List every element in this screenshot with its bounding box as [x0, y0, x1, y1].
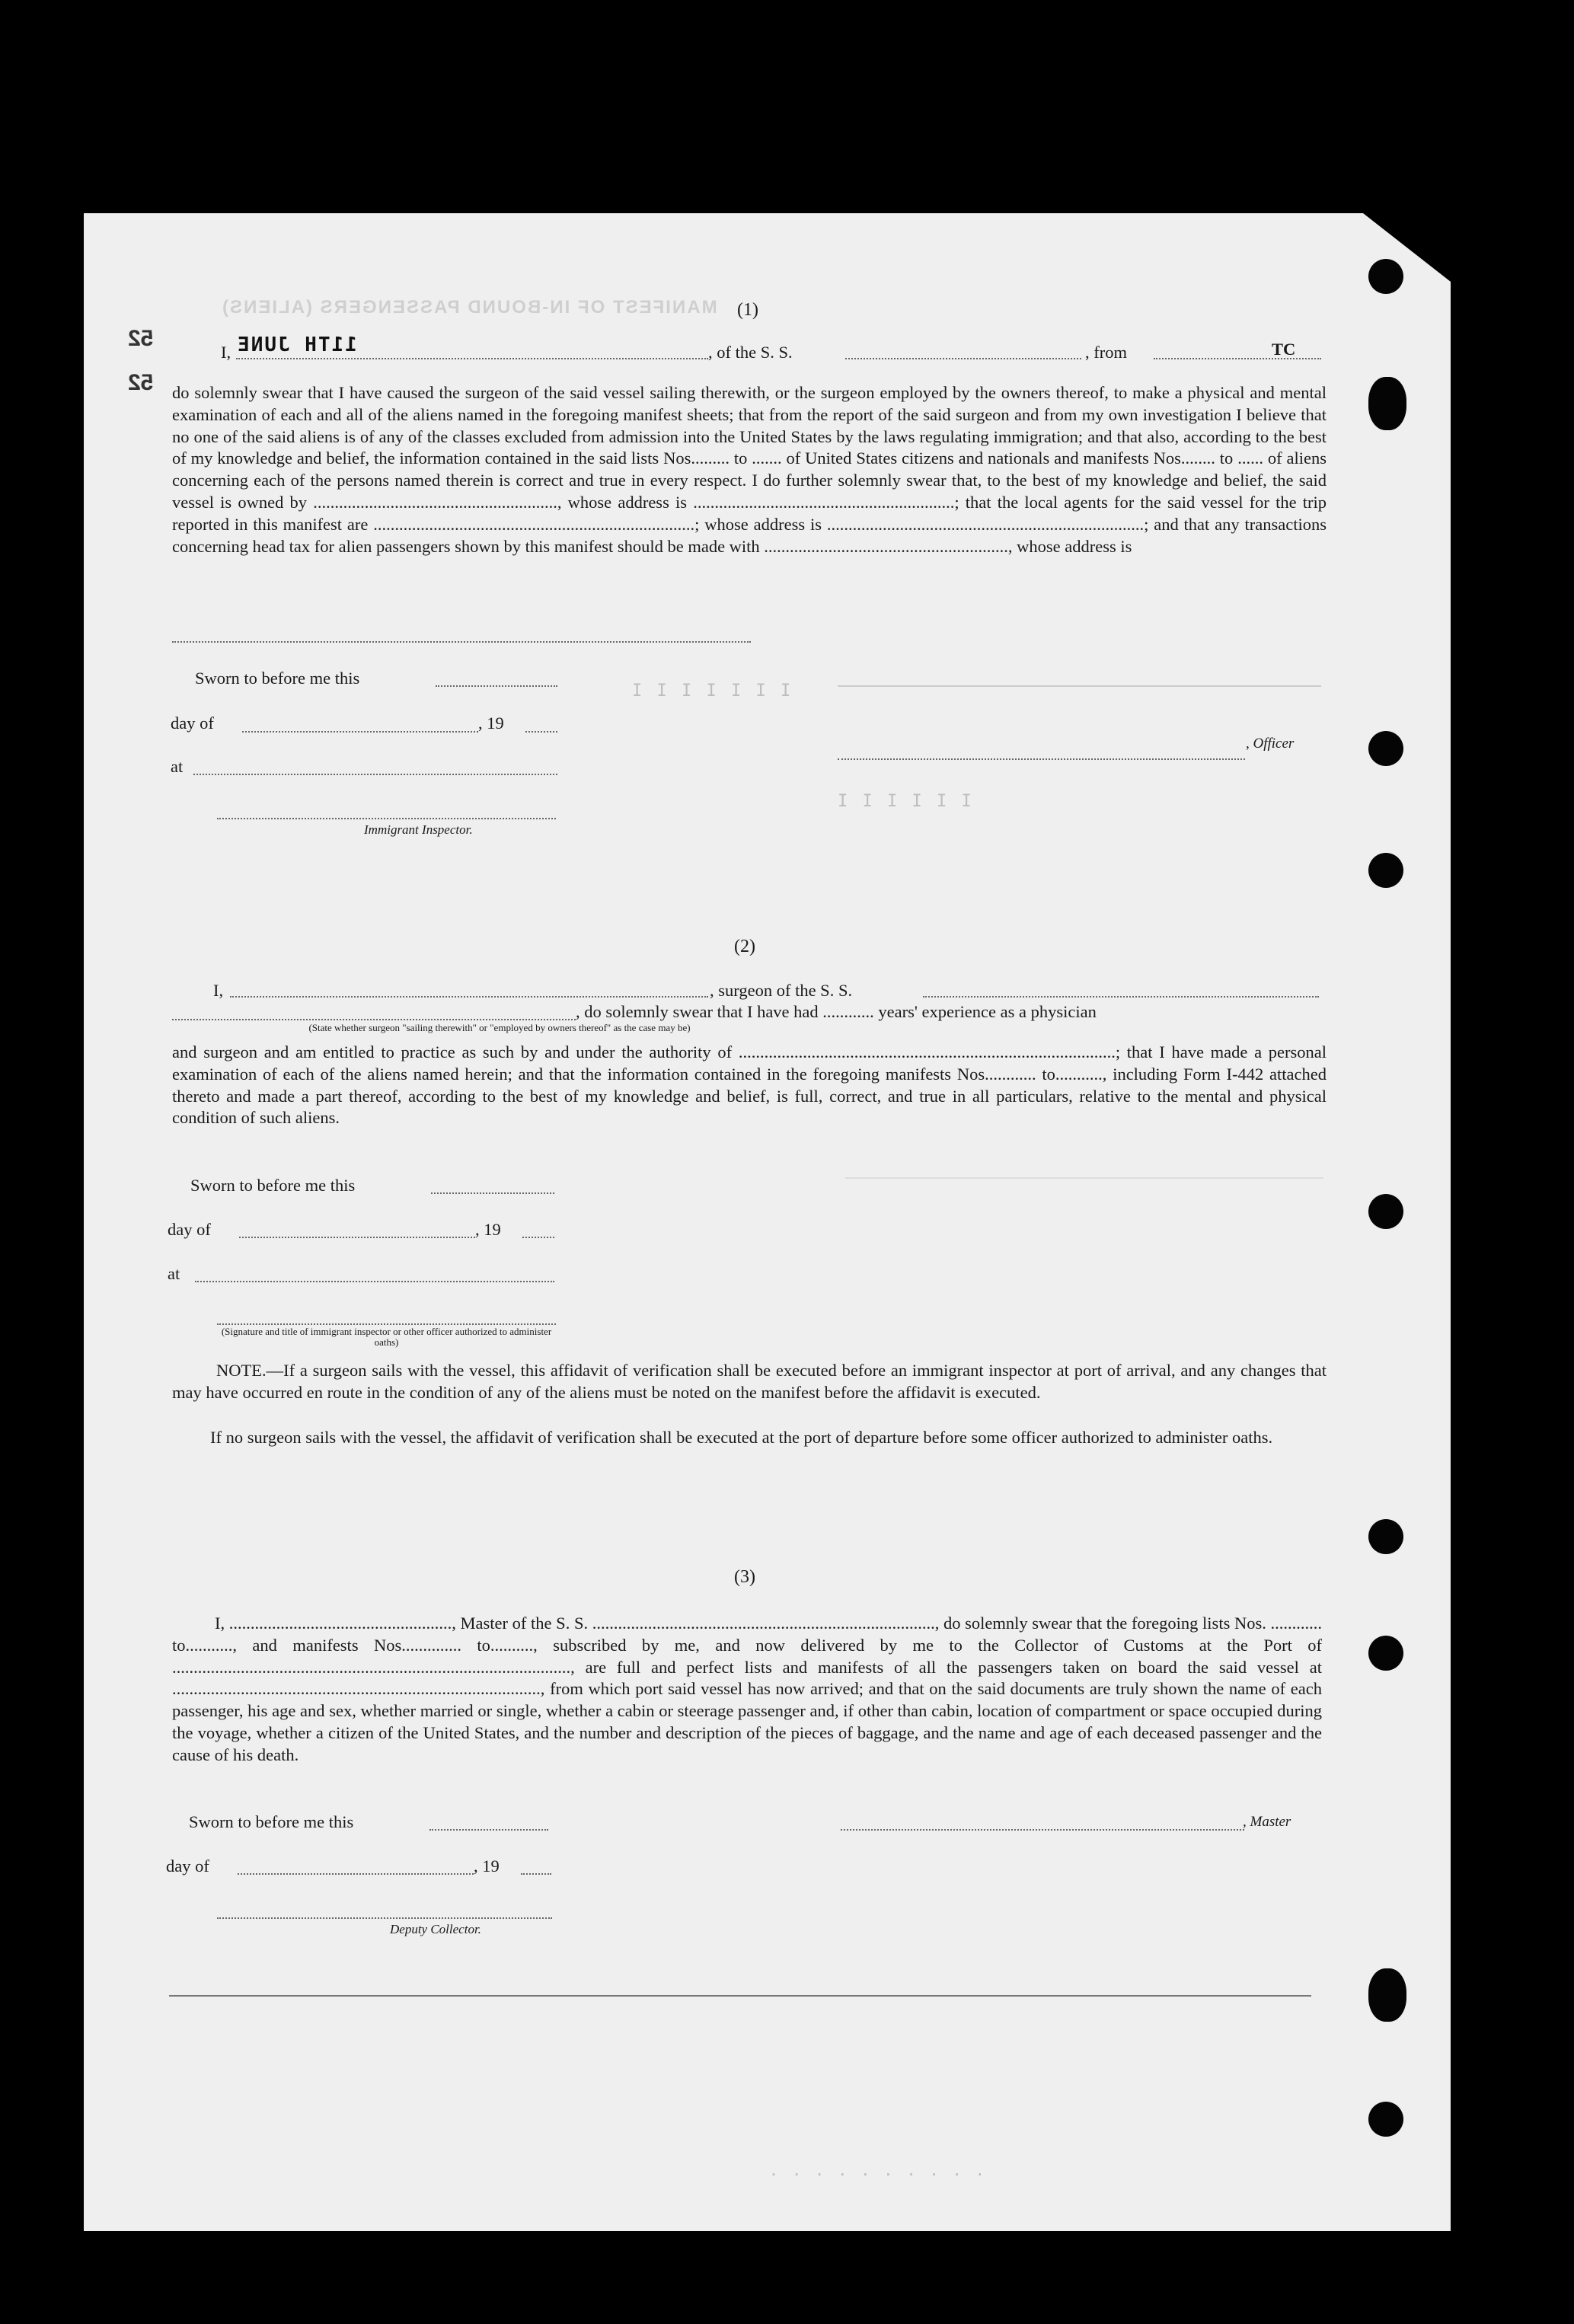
surgeon-signature-field[interactable] [845, 1177, 1323, 1179]
master-label: , Master [1243, 1814, 1291, 1830]
at-label-1: at [171, 757, 184, 776]
punch-hole [1368, 853, 1403, 888]
sworn-day-field-3[interactable] [429, 1829, 548, 1831]
year-label-3: , 19 [474, 1856, 500, 1875]
bleed-through-text: I I I I I I [838, 792, 974, 811]
punch-hole [1368, 259, 1403, 294]
signature-field-1a[interactable] [838, 685, 1321, 687]
bottom-rule [169, 1995, 1311, 1997]
head-tax-address-field[interactable] [172, 641, 751, 643]
oath-i-label-2: I, [213, 981, 224, 1000]
punch-hole [1368, 2102, 1403, 2137]
surgeon-type-field[interactable] [172, 1019, 576, 1020]
from-port-field[interactable] [1154, 358, 1321, 359]
punch-hole [1368, 1194, 1403, 1229]
surgeon-note: NOTE.—If a surgeon sails with the vessel, this affidavit of verification shall be executed before an immigrant inspector at port of arrival, and any changes that may have occurred en route in the condition of any of the aliens must be noted on the manifest before the affidavit is executed. [172, 1361, 1327, 1402]
deputy-collector-label: Deputy Collector. [390, 1922, 481, 1936]
deputy-collector-signature-field[interactable] [217, 1917, 552, 1919]
from-port-value: TC [1272, 340, 1296, 359]
month-field-1[interactable] [242, 731, 478, 733]
of-the-ss-label: , of the S. S. [708, 343, 793, 362]
margin-number-top: 52 [128, 326, 154, 351]
sworn-label-1: Sworn to before me this [195, 669, 360, 688]
year-field-3[interactable] [521, 1873, 551, 1875]
year-field-1[interactable] [525, 731, 557, 733]
section-1-title: (1) [737, 300, 758, 320]
punch-hole [1368, 1968, 1406, 2022]
bleed-through-footer: . . . . . . . . . . [769, 2161, 987, 2179]
bleed-through-header: MANIFEST OF IN-BOUND PASSENGERS (ALIENS) [221, 297, 717, 318]
surgeon-of-ss-label: , surgeon of the S. S. [710, 981, 853, 1000]
sworn-label-3: Sworn to before me this [189, 1812, 354, 1831]
punch-hole [1368, 377, 1406, 430]
section-2-title: (2) [734, 937, 755, 956]
surgeon-type-note: (State whether surgeon "sailing therewith" or "employed by owners thereof" as the case may be) [308, 1022, 691, 1033]
at-label-2: at [168, 1264, 180, 1283]
from-label: , from [1085, 343, 1127, 362]
sworn-day-field-1[interactable] [436, 685, 557, 687]
month-field-2[interactable] [239, 1237, 475, 1238]
officer-label: , Officer [1246, 736, 1295, 752]
master-signature-field[interactable] [841, 1829, 1244, 1831]
sworn-day-field-2[interactable] [431, 1192, 554, 1194]
punch-hole [1368, 731, 1403, 766]
year-label-2: , 19 [475, 1220, 501, 1239]
margin-number-bottom: 52 [128, 370, 154, 395]
punch-hole [1368, 1519, 1403, 1554]
section-3-title: (3) [734, 1567, 755, 1587]
sworn-label-2: Sworn to before me this [190, 1176, 356, 1195]
inspector-signature-field-2[interactable] [217, 1323, 556, 1325]
no-surgeon-note: If no surgeon sails with the vessel, the affidavit of verification shall be executed at the port of departure before some officer authorized to administer oaths. [210, 1428, 1273, 1447]
inspector-signature-field-1[interactable] [217, 818, 556, 819]
surgeon-vessel-field[interactable] [923, 996, 1319, 998]
punch-hole [1368, 1636, 1403, 1671]
day-of-label-3: day of [166, 1856, 209, 1875]
year-field-2[interactable] [522, 1237, 554, 1238]
officer-name-field[interactable] [236, 358, 708, 359]
vessel-name-field[interactable] [845, 358, 1081, 359]
surgeon-name-field[interactable] [230, 996, 708, 998]
oath-i-label: I, [221, 343, 231, 362]
at-place-field-2[interactable] [195, 1281, 554, 1282]
date-stamp: 11TH JUNE [236, 334, 357, 356]
day-of-label-1: day of [171, 713, 214, 733]
section-1-body: do solemnly swear that I have caused the surgeon of the said vessel sailing therewith, or the surgeon employed by the owners thereof, to make a physical and mental examination of each and all of the aliens named in the foregoing manifest sheets; that from the report of the said surgeon and from my own investigation I believe that no one of the said aliens is of any of the classes excluded from admission into the United States by the laws regulating immigration; and that also, according to the best of my knowledge and belief, the information contained in the said lists Nos......... to ....... of United States citizens and nationals and manifests Nos........ to ...... of aliens concerning each of the persons named therein is correct and true in every respect. I do further solemnly swear that, to the best of my knowledge and belief, the said vessel is owned by ........................................................., whose address is .............................................................; that the local agents for the said vessel for the trip reported in this manifest are ...........................................................................; whose address is ..........................................................................; and that any transactions concerning head tax for alien passengers shown by this manifest should be made with ........................................................., whose address is [172, 383, 1327, 556]
signature-title-note: (Signature and title of immigrant inspector or other officer authorized to administer oaths) [221, 1326, 552, 1348]
day-of-label-2: day of [168, 1220, 211, 1239]
month-field-3[interactable] [238, 1873, 474, 1875]
officer-signature-field[interactable] [838, 758, 1245, 760]
at-place-field-1[interactable] [193, 774, 557, 775]
year-label-1: , 19 [478, 713, 504, 733]
section-3-body: I, ...................................................., Master of the S. S. ................................................................................, do solemnly swear that the foregoing lists Nos. ............ to..........., and manifests Nos.............. to.........., subscribed by me, and now delivered by me to the Collector of Customs at the Port of ............................................................................................., are full and perfect lists and manifests of all the passengers taken on board the said vessel at ......................................................................................, from which port said vessel has now arrived; and that on the said documents are truly shown the name of each passenger, his age and sex, whether married or single, whether a cabin or steerage passenger and, if other than cabin, location of compartment or space occupied during the voyage, whether a citizen of the United States, and the number and description of the pieces of baggage, and the name and age of each deceased passenger and the cause of his death. [172, 1614, 1322, 1764]
bleed-through-text: I I I I I I I [632, 682, 793, 701]
years-experience-line: , do solemnly swear that I have had ............ years' experience as a physician [576, 1002, 1097, 1021]
section-2-body: and surgeon and am entitled to practice as such by and under the authority of ........................................................................................; that I have made a personal examination of each of the aliens named herein; and that the information contained in the foregoing manifests Nos............ to..........., including Form I-442 attached thereto and made a part thereof, according to the best of my knowledge and belief, is full, correct, and true in all particulars, relative to the mental and physical condition of such aliens. [172, 1042, 1327, 1128]
immigrant-inspector-label: Immigrant Inspector. [364, 822, 473, 837]
